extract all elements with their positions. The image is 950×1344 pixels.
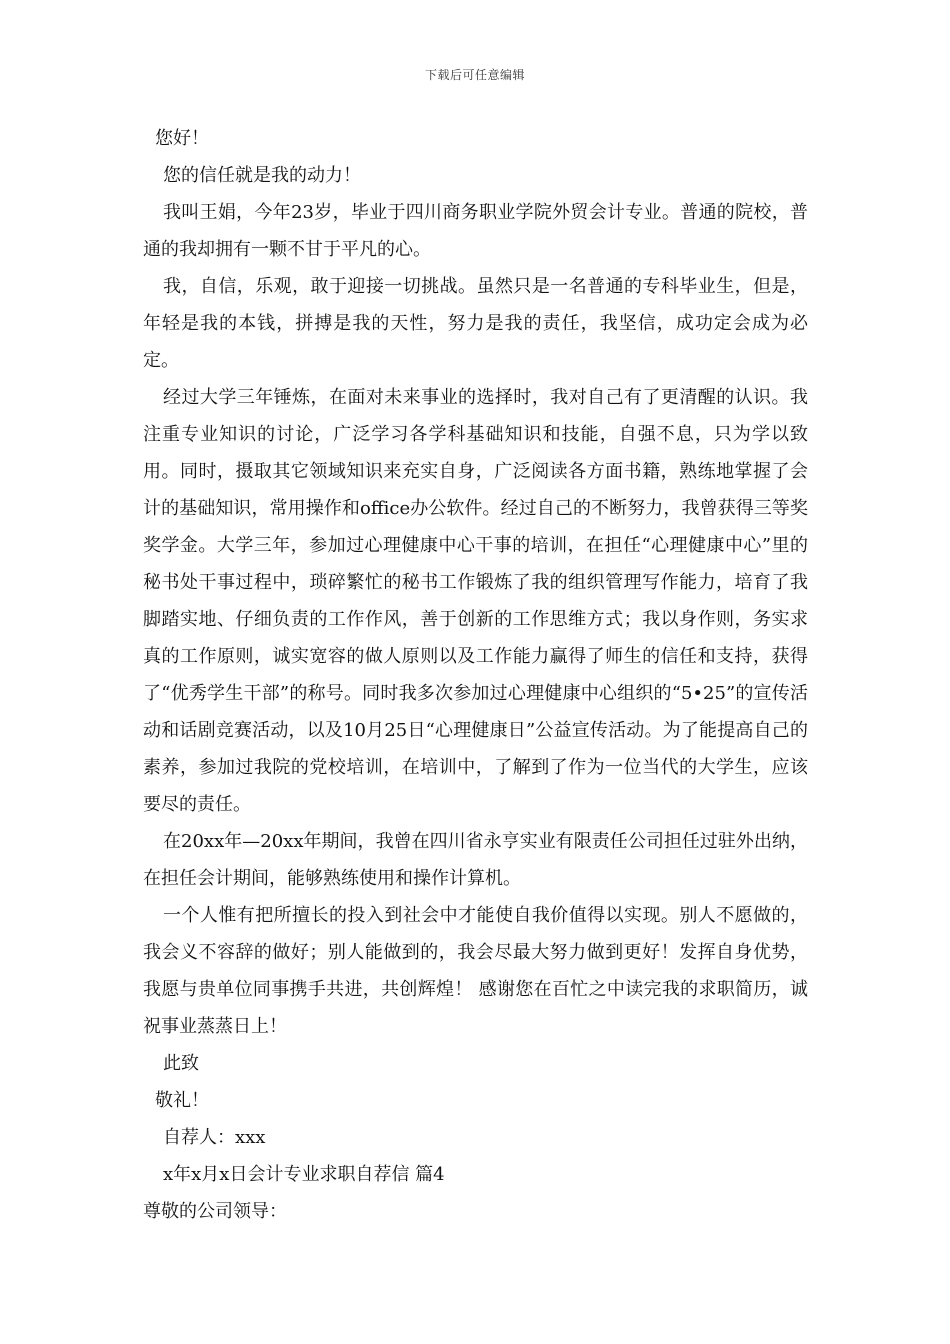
next-letter-greeting: 尊敬的公司领导： — [143, 1201, 287, 1222]
letter-salute: 敬礼！ — [155, 1090, 209, 1111]
letter-greeting: 您好！ — [155, 128, 209, 149]
letter-motto: 您的信任就是我的动力！ — [163, 165, 361, 186]
letter-paragraph-confidence: 我，自信，乐观，敢于迎接一切挑战。虽然只是一名普通的专科毕业生，但是，年轻是我的本钱，拼搏是我的天性，努力是我的责任，我坚信，成功定会成为必定。 — [143, 276, 808, 371]
letter-closing: 此致 — [163, 1053, 199, 1074]
page-header-note: 下载后可任意编辑 — [424, 68, 525, 82]
letter-signature: 自荐人：xxx — [163, 1127, 266, 1148]
letter-paragraph-conclusion: 一个人惟有把所擅长的投入到社会中才能使自我价值得以实现。别人不愿做的，我会义不容辞的做好；别人能做到的，我会尽最大努力做到更好！发挥自身优势，我愿与贵单位同事携手共进，共创辉煌！ 感谢您在百忙之中读完我的求职简历，诚祝事业蒸蒸日上！ — [143, 905, 808, 1037]
letter-paragraph-intro: 我叫王娟，今年23岁，毕业于四川商务职业学院外贸会计专业。普通的院校，普通的我却拥有一颗不甘于平凡的心。 — [143, 202, 808, 260]
letter-paragraph-university: 经过大学三年锤炼，在面对未来事业的选择时，我对自己有了更清醒的认识。我注重专业知识的讨论，广泛学习各学科基础知识和技能，自强不息，只为学以致用。同时，摄取其它领域知识来充实自身，广泛阅读各方面书籍，熟练地掌握了会计的基础知识，常用操作和office办公软件。经过自己的不断努力，我曾获得三等奖奖学金。大学三年，参加过心理健康中心干事的培训，在担任“心理健康中心”里的秘书处干事过程中，琐碎繁忙的秘书工作锻炼了我的组织管理写作能力，培育了我脚踏实地、仔细负责的工作作风，善于创新的工作思维方式；我以身作则，务实求真的工作原则，诚实宽容的做人原则以及工作能力赢得了师生的信任和支持，获得了“优秀学生干部”的称号。同时我多次参加过心理健康中心组织的“5•25”的宣传活动和话剧竞赛活动，以及10月25日“心理健康日”公益宣传活动。为了能提高自己的素养，参加过我院的党校培训，在培训中，了解到了作为一位当代的大学生，应该要尽的责任。 — [143, 387, 808, 815]
letter-body — [143, 120, 808, 1230]
letter-paragraph-work-experience: 在20xx年—20xx年期间，我曾在四川省永亨实业有限责任公司担任过驻外出纳，在担任会计期间，能够熟练使用和操作计算机。 — [143, 831, 808, 889]
next-letter-title: x年x月x日会计专业求职自荐信 篇4 — [163, 1164, 445, 1185]
